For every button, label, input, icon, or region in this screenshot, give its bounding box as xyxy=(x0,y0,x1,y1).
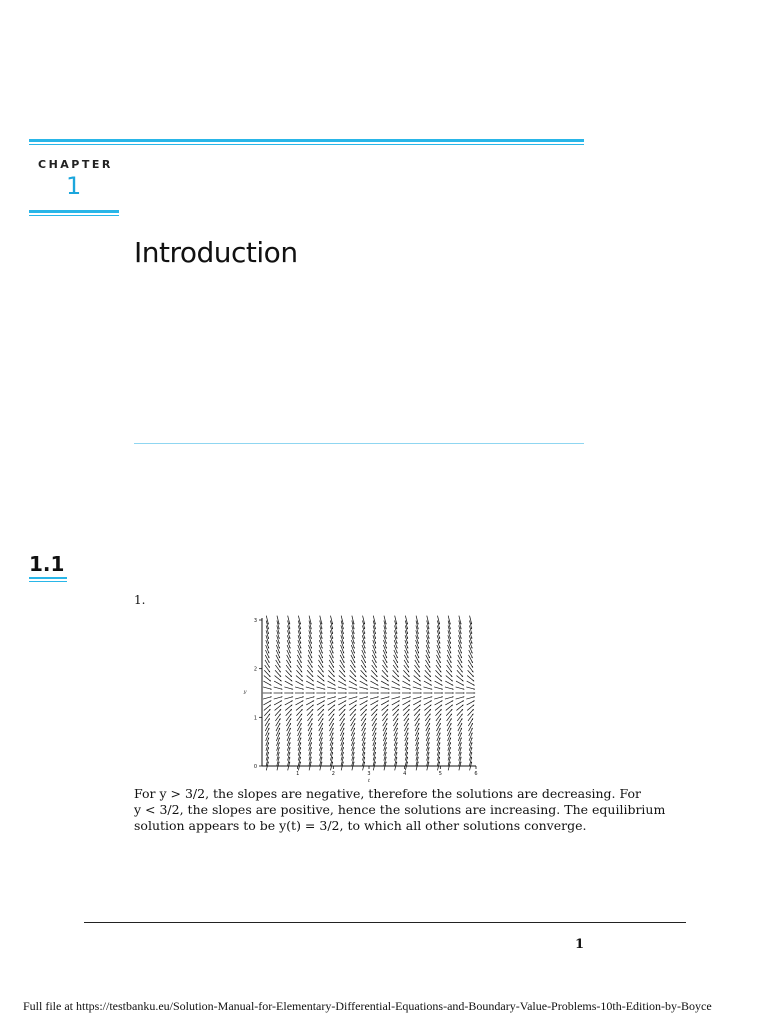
direction-field-plot xyxy=(236,612,486,784)
x-tick-label: 5 xyxy=(438,771,442,777)
solution-line: y < 3/2, the slopes are positive, hence the solutions are increasing. The equilibrium xyxy=(134,802,666,817)
slope-arrowhead xyxy=(324,692,325,694)
slope-arrowhead xyxy=(420,692,421,694)
chapter-number-rule xyxy=(29,210,119,213)
slope-arrowhead xyxy=(270,692,271,694)
chapter-bottom-rule xyxy=(134,443,584,444)
x-tick-label: 2 xyxy=(331,771,335,777)
solution-line: solution appears to be y(t) = 3/2, to which all other solutions converge. xyxy=(134,818,587,833)
chapter-label: CHAPTER xyxy=(38,158,113,171)
y-tick-label: 1 xyxy=(253,715,257,722)
slope-arrowhead xyxy=(431,692,432,694)
footer-source-note: Full file at https://testbanku.eu/Solution-Manual-for-Elementary-Differential-Equations-and-Boundary-Value-Problems-10th-Edition-by-Boyce xyxy=(23,999,712,1013)
page-number: 1 xyxy=(575,937,585,952)
slope-arrowhead xyxy=(356,692,357,694)
slope-arrowhead xyxy=(281,692,282,694)
chapter-top-rule xyxy=(29,139,584,142)
y-tick-label: 2 xyxy=(253,666,257,673)
x-tick-label: 1 xyxy=(296,771,300,777)
y-axis-label: y xyxy=(243,689,247,695)
slope-arrowhead xyxy=(474,692,475,694)
chapter-title: Introduction xyxy=(134,236,298,269)
footer-rule xyxy=(84,922,686,923)
slope-arrowhead xyxy=(292,692,293,694)
slope-arrowhead xyxy=(345,692,346,694)
slope-arrowhead xyxy=(410,692,411,694)
y-tick-label: 0 xyxy=(253,764,257,770)
slope-arrowhead xyxy=(388,692,389,694)
slope-arrowhead xyxy=(367,692,368,694)
y-tick-label: 3 xyxy=(253,618,257,624)
x-tick-label: 3 xyxy=(367,771,371,777)
section-number: 1.1 xyxy=(29,552,65,576)
slope-arrowhead xyxy=(463,692,464,694)
slope-arrowhead xyxy=(335,692,336,694)
problem-number: 1. xyxy=(134,593,146,607)
x-axis-label: t xyxy=(367,778,371,784)
x-tick-label: 6 xyxy=(474,771,478,777)
slope-arrowhead xyxy=(452,692,453,694)
slope-arrowhead xyxy=(303,692,304,694)
slope-arrowhead xyxy=(442,692,443,694)
chapter-top-rule-thin xyxy=(29,144,584,145)
chapter-number-rule-thin xyxy=(29,215,119,216)
section-rule-thin xyxy=(29,581,67,582)
x-tick-label: 4 xyxy=(403,771,407,777)
slope-arrowhead xyxy=(377,692,378,694)
chapter-number: 1 xyxy=(66,172,82,200)
slope-arrowhead xyxy=(313,692,314,694)
section-rule xyxy=(29,577,67,579)
slope-arrowhead xyxy=(399,692,400,694)
solution-text xyxy=(134,786,666,834)
solution-line: For y > 3/2, the slopes are negative, therefore the solutions are decreasing. For xyxy=(134,786,641,801)
